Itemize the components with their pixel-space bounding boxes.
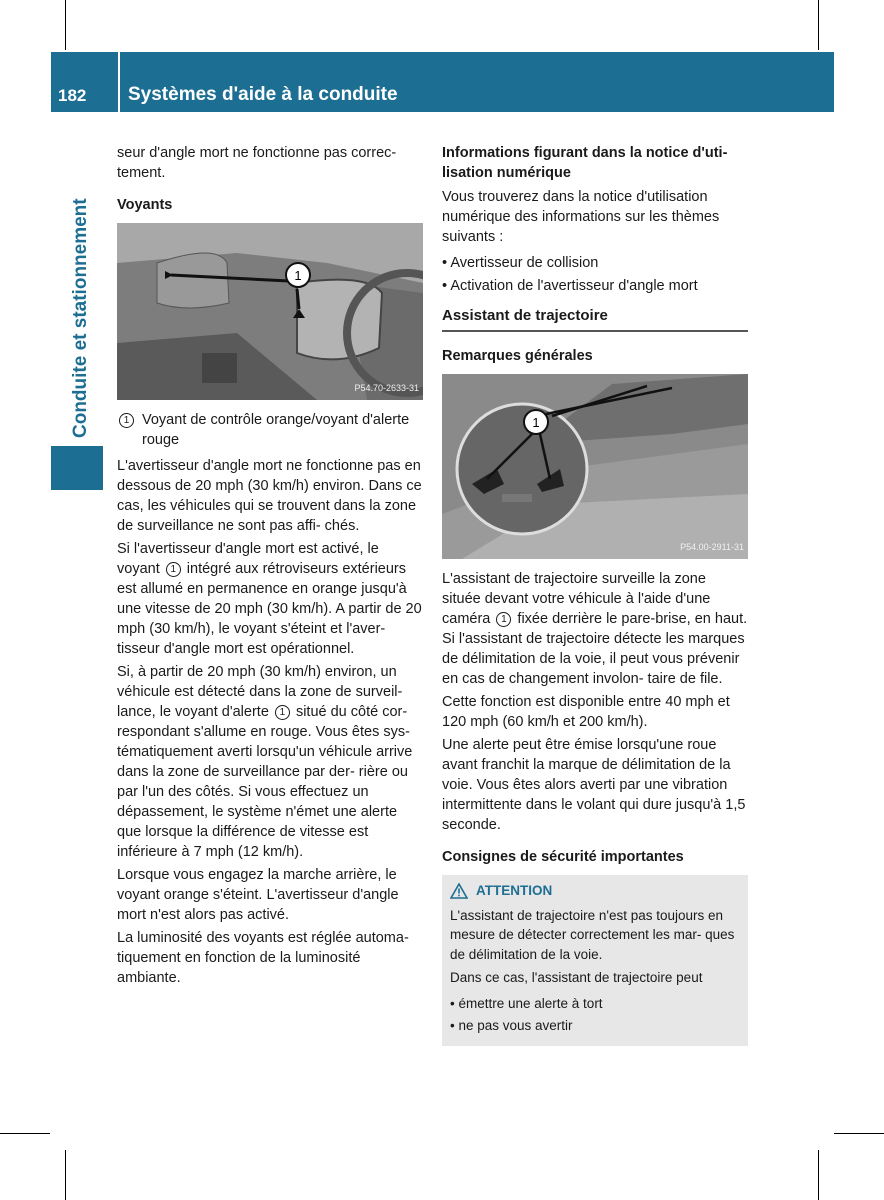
remarks-heading: Remarques générales	[442, 348, 593, 364]
legend-number: 1	[119, 413, 134, 428]
crop-mark	[65, 0, 66, 50]
paragraph: La luminosité des voyants est réglée automa- tiquement en fonction de la luminosité ambiante.	[117, 930, 409, 986]
paragraph: Si l'avertisseur d'angle mort est activé, le voyant 1 intégré aux rétroviseurs extérieurs est allumé en permanence en orange jusqu'à une vitesse de 20 mph (30 km/h). A partir de 20 mph (30 km/h), le voyant s'éteint et l'aver- tisseur d'angle mort est opérationnel.	[117, 541, 422, 657]
safety-heading: Consignes de sécurité importantes	[442, 849, 684, 865]
paragraph: Si, à partir de 20 mph (30 km/h) environ, un véhicule est détecté dans la zone de surveil- lance, le voyant d'alerte 1 situé du côté cor- respondant s'allume en rouge. Vous êtes sys- tématiquement averti lorsqu'un véhicule arrive dans la zone de surveillance par der- rière ou par l'un des côtés. Si vous effectuez un dépassement, le système n'émet une alerte que lorsque la différence de vitesse est inférieure à 7 mph (12 km/h).	[117, 664, 413, 860]
figure1-code: P54.70-2633-31	[354, 383, 419, 393]
right-column	[442, 143, 748, 1046]
reference-number: 1	[496, 612, 511, 627]
reference-number: 1	[275, 705, 290, 720]
side-tab-marker	[51, 446, 103, 490]
list-item: • ne pas vous avertir	[450, 1016, 740, 1036]
section-heading: Assistant de trajectoire	[442, 306, 748, 332]
reference-number: 1	[166, 562, 181, 577]
continued-text: seur d'angle mort ne fonctionne pas correc- tement.	[117, 145, 397, 181]
side-section-label: Conduite et stationnement	[70, 198, 91, 438]
mirror-illustration	[117, 223, 423, 400]
list-item: • émettre une alerte à tort	[450, 994, 740, 1014]
crop-mark	[834, 1133, 884, 1134]
page-number: 182	[58, 86, 87, 105]
figure2-callout: 1	[532, 415, 540, 430]
warning-triangle-icon	[450, 883, 468, 899]
header-divider	[118, 52, 120, 112]
info-heading: Informations figurant dans la notice d'uti- lisation numérique	[442, 145, 728, 181]
list-item: • Avertisseur de collision	[442, 253, 748, 273]
warning-header	[450, 881, 740, 901]
warning-label: ATTENTION	[476, 883, 553, 898]
info-list	[442, 253, 748, 296]
crop-mark	[818, 1150, 819, 1200]
paragraph: Une alerte peut être émise lorsqu'une roue avant franchit la marque de délimitation de la voie. Vous êtes alors averti par une vibration intermittente dans le volant qui dure jusqu'à 1,5 seconde.	[442, 737, 746, 833]
info-text: Vous trouverez dans la notice d'utilisation numérique des informations sur les thèmes suivants :	[442, 189, 720, 245]
left-column	[117, 143, 425, 991]
paragraph: L'assistant de trajectoire surveille la zone située devant votre véhicule à l'aide d'une caméra 1 fixée derrière le pare-brise, en haut. Si l'assistant de trajectoire détecte les marques de délimitation de la voie, il peut vous prévenir en cas de changement involon- taire de file.	[442, 571, 748, 687]
paragraph: L'avertisseur d'angle mort ne fonctionne pas en dessous de 20 mph (30 km/h) environ. Dans ce cas, les véhicules qui se trouvent dans la zone de surveillance ne sont pas affi- chés.	[117, 458, 422, 534]
warning-box	[442, 875, 748, 1046]
figure2-code: P54.00-2911-31	[680, 542, 744, 552]
warning-text: L'assistant de trajectoire n'est pas toujours en mesure de détecter correctement les mar- ques de délimitation de la voie.	[450, 907, 735, 962]
camera-figure	[442, 374, 748, 559]
windshield-camera-illustration	[442, 374, 748, 559]
figure1-legend	[117, 410, 425, 450]
figure1-callout: 1	[294, 268, 302, 283]
paragraph: Cette fonction est disponible entre 40 mph et 120 mph (60 km/h et 200 km/h).	[442, 694, 730, 730]
warning-list	[450, 994, 740, 1036]
list-item: • Activation de l'avertisseur d'angle mort	[442, 276, 748, 296]
crop-mark	[818, 0, 819, 50]
warning-text: Dans ce cas, l'assistant de trajectoire peut	[450, 970, 703, 985]
paragraph: Lorsque vous engagez la marche arrière, le voyant orange s'éteint. L'avertisseur d'angle mort n'est alors pas activé.	[117, 867, 399, 923]
legend-text: Voyant de contrôle orange/voyant d'alerte rouge	[142, 412, 410, 448]
mirror-indicator-figure	[117, 223, 423, 400]
voyants-heading: Voyants	[117, 197, 173, 213]
chapter-title: Systèmes d'aide à la conduite	[128, 84, 398, 105]
crop-mark	[0, 1133, 50, 1134]
crop-mark	[65, 1150, 66, 1200]
